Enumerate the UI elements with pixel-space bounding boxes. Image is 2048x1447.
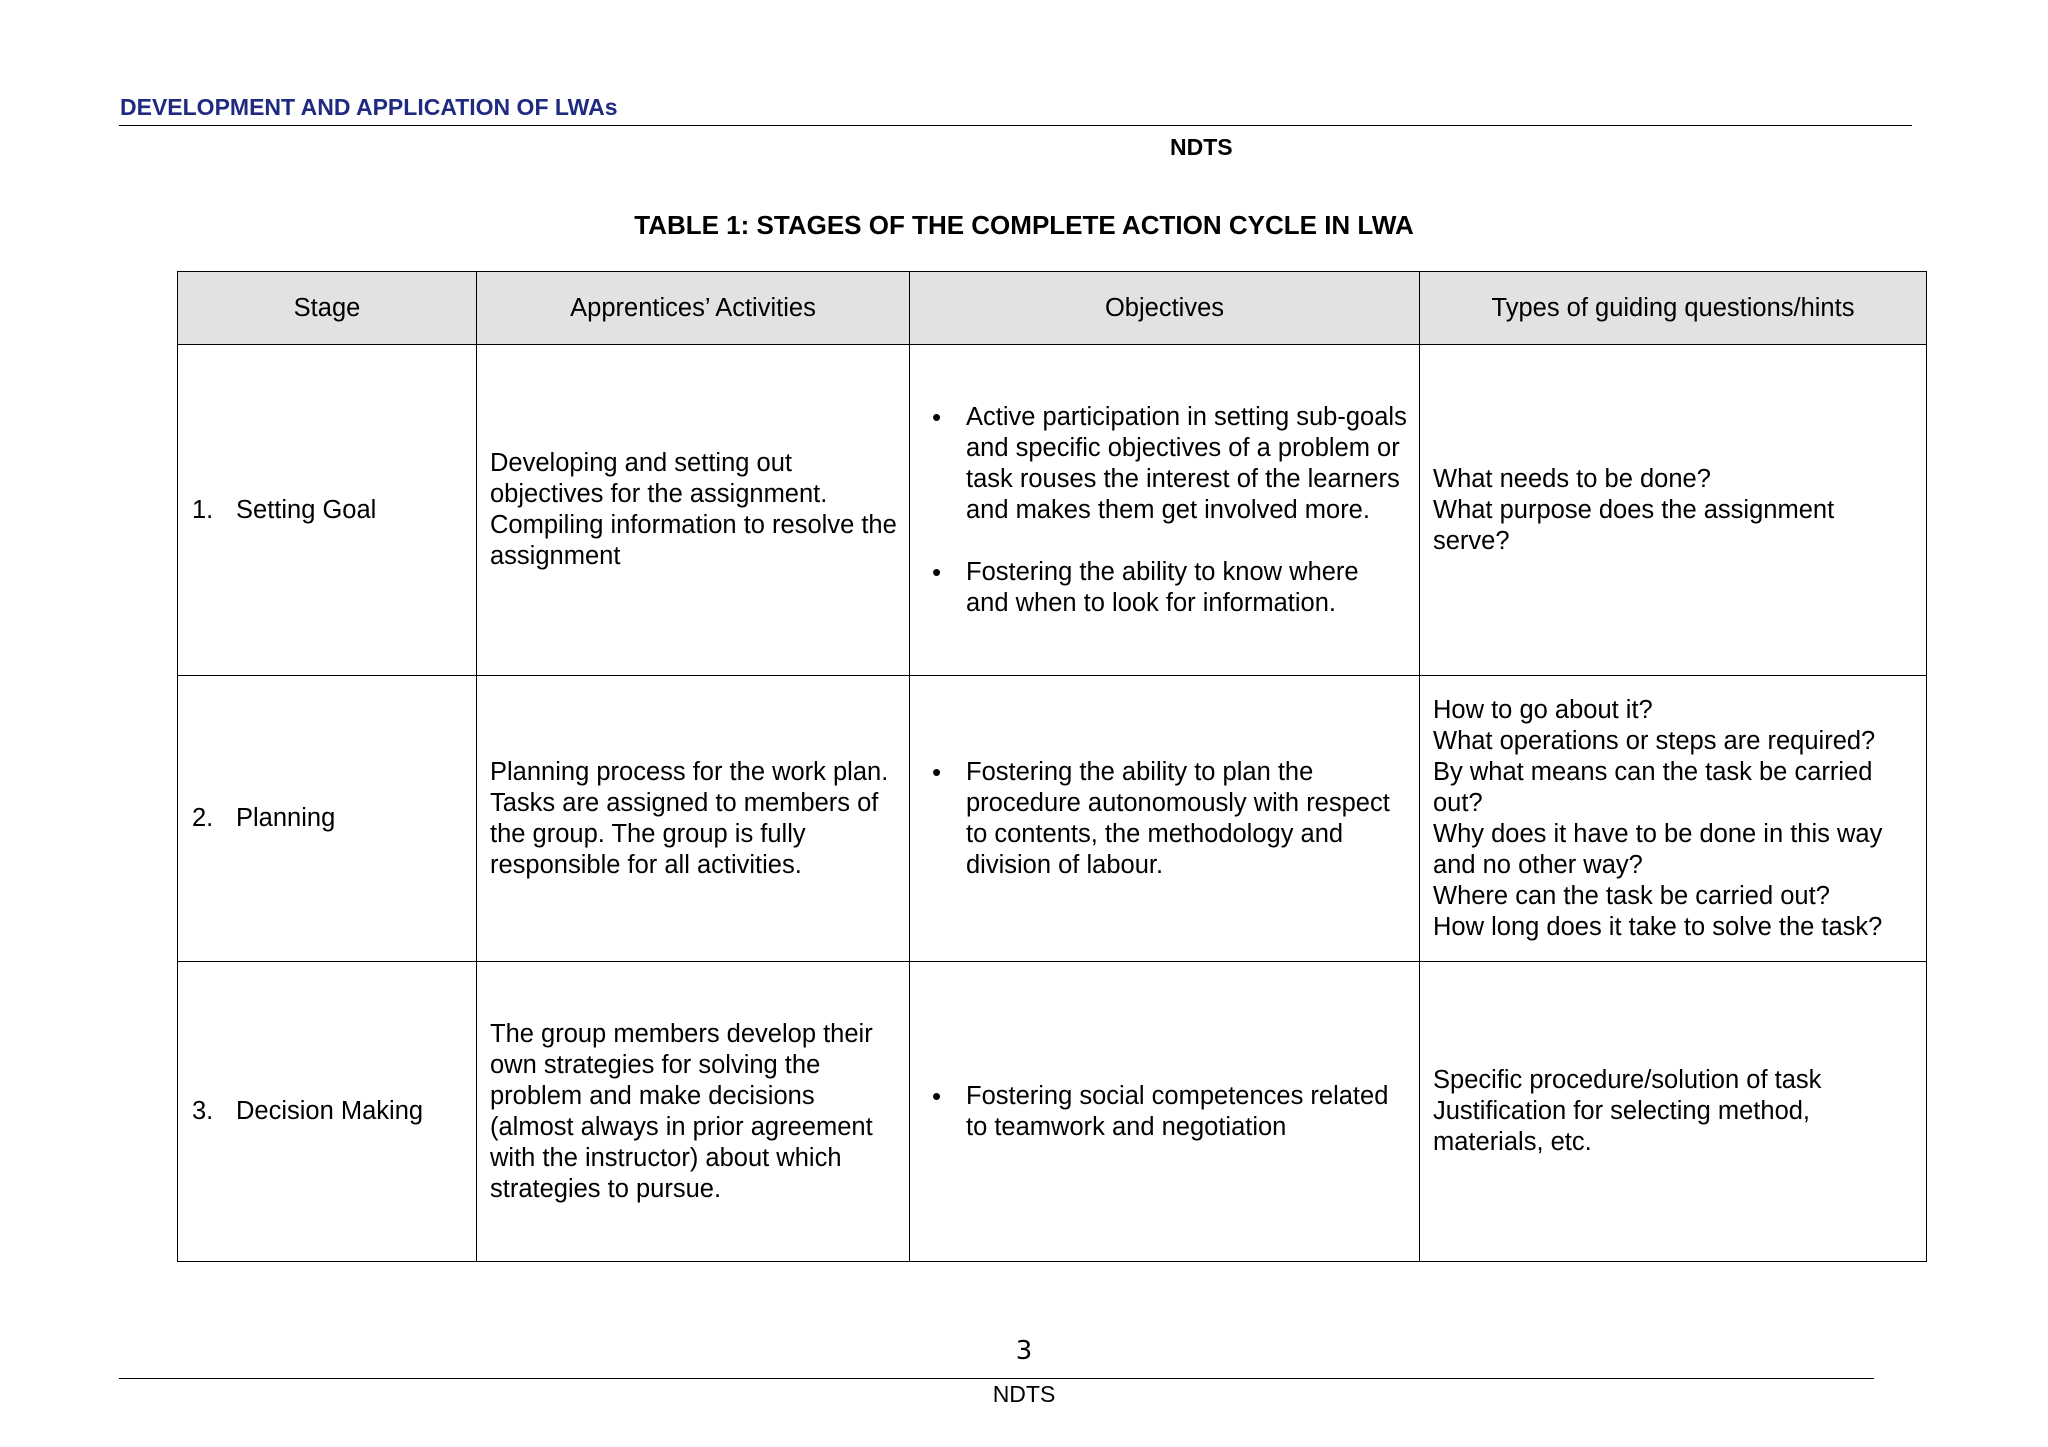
stage-name: Planning: [236, 804, 336, 832]
stage-number: 3.: [192, 1097, 214, 1125]
table-header-row: [178, 272, 1927, 345]
question-line: How long does it take to solve the task?: [1433, 912, 1883, 941]
activities-cell: The group members develop their own strategies for solving the problem and make decisions (almost always in prior agreement with the instructor) about which strategies to pursue.: [477, 962, 910, 1262]
table-row: [178, 345, 1927, 676]
column-header-stage: Stage: [178, 272, 477, 345]
stage-number: 2.: [192, 804, 214, 832]
column-header-activities: Apprentices’ Activities: [477, 272, 910, 345]
questions-cell: [1420, 962, 1927, 1262]
running-header-title: DEVELOPMENT AND APPLICATION OF LWAs: [120, 94, 618, 120]
table-row: [178, 676, 1927, 962]
objective-item: • Fostering the ability to plan the procedure autonomously with respect to contents, the methodology and division of labour.: [926, 757, 1407, 881]
questions-cell: [1420, 345, 1927, 676]
activities-cell: Developing and setting out objectives for the assignment. Compiling information to resolve the assignment: [477, 345, 910, 676]
table-title: TABLE 1: STAGES OF THE COMPLETE ACTION CYCLE IN LWA: [634, 210, 1414, 240]
objective-item: • Active participation in setting sub-goals and specific objectives of a problem or task rouses the interest of the learners and makes them get involved more.: [926, 402, 1407, 526]
objectives-cell: [910, 345, 1420, 676]
objectives-list: [926, 1081, 1407, 1143]
column-header-questions: Types of guiding questions/hints: [1420, 272, 1927, 345]
question-line: What needs to be done?: [1433, 464, 1711, 493]
stage-number: 1.: [192, 495, 214, 524]
objectives-cell: [910, 962, 1420, 1262]
question-line: How to go about it?: [1433, 695, 1653, 724]
question-line: Why does it have to be done in this way and no other way?: [1433, 819, 1883, 879]
stage-name: Decision Making: [236, 1097, 424, 1125]
stage-cell: [178, 345, 477, 676]
stage-name: Setting Goal: [236, 495, 377, 524]
objectives-list: [926, 402, 1407, 619]
footer-divider: [119, 1378, 1874, 1379]
question-line: Justification for selecting method, materials, etc.: [1433, 1097, 1811, 1156]
objectives-cell: [910, 676, 1420, 962]
objective-item: • Fostering social competences related to teamwork and negotiation: [926, 1081, 1407, 1143]
footer-org: NDTS: [992, 1381, 1056, 1407]
question-line: What purpose does the assignment serve?: [1433, 495, 1835, 555]
question-line: Where can the task be carried out?: [1433, 881, 1830, 910]
question-line: Specific procedure/solution of task: [1433, 1066, 1822, 1094]
activities-cell: Planning process for the work plan. Tasks are assigned to members of the group. The group is fully responsible for all activities.: [477, 676, 910, 962]
page-number: 3: [1015, 1336, 1033, 1366]
question-line: By what means can the task be carried out?: [1433, 757, 1873, 817]
question-line: What operations or steps are required?: [1433, 726, 1876, 755]
table-row: [178, 962, 1927, 1262]
column-header-objectives: Objectives: [910, 272, 1420, 345]
stage-cell: [178, 676, 477, 962]
objective-item: • Fostering the ability to know where and when to look for information.: [926, 557, 1407, 619]
stage-cell: [178, 962, 477, 1262]
header-divider: [119, 125, 1912, 126]
questions-cell: [1420, 676, 1927, 962]
action-cycle-table: [177, 271, 1927, 1262]
header-org: NDTS: [1170, 134, 1233, 160]
objectives-list: [926, 757, 1407, 881]
